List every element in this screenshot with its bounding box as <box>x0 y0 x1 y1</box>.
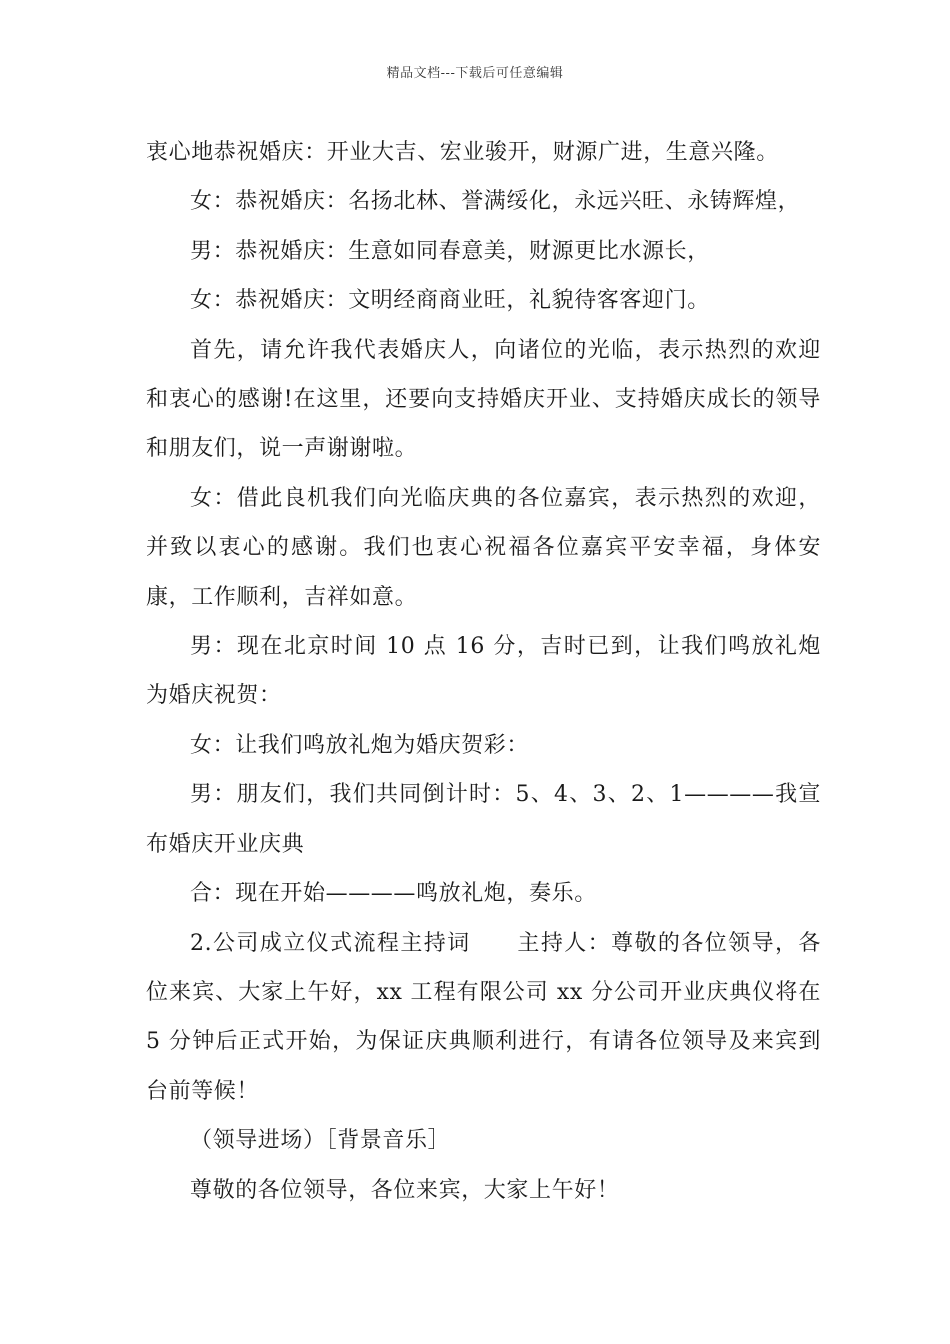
paragraph-4: 女：恭祝婚庆：文明经商商业旺，礼貌待客客迎门。 <box>190 288 710 314</box>
paragraph-8: 女：让我们鸣放礼炮为婚庆贺彩： <box>190 732 530 758</box>
paragraph-1: 衷心地恭祝婚庆：开业大吉、宏业骏开，财源广进，生意兴隆。 <box>146 140 779 165</box>
paragraph-11: 2.公司成立仪式流程主持词 主持人：尊敬的各位领导，各位来宾、大家上午好，xx 工程有限公司 xx 分公司开业庆典仪将在 5 分钟后正式开始，为保证庆典顺利进行，有请各位领导及来宾到台前等候！ <box>146 930 821 1104</box>
paragraph-6: 女：借此良机我们向光临庆典的各位嘉宾，表示热烈的欢迎，并致以衷心的感谢。我们也衷心祝福各位嘉宾平安幸福，身体安康，工作顺利，吉祥如意。 <box>146 485 821 610</box>
paragraph-3: 男：恭祝婚庆：生意如同春意美，财源更比水源长， <box>190 238 710 264</box>
paragraph-13: 尊敬的各位领导，各位来宾，大家上午好！ <box>190 1177 620 1203</box>
paragraph-10: 合：现在开始————鸣放礼炮，奏乐。 <box>190 881 597 907</box>
paragraph-2: 女：恭祝婚庆：名扬北林、誉满绥化，永远兴旺、永铸辉煌， <box>190 189 801 215</box>
paragraph-12: （领导进场）［背景音乐］ <box>190 1128 451 1154</box>
paragraph-7: 男：现在北京时间 10 点 16 分，吉时已到，让我们鸣放礼炮为婚庆祝贺： <box>146 634 821 709</box>
paragraph-9: 男：朋友们，我们共同倒计时：5、4、3、2、1————我宣布婚庆开业庆典 <box>146 782 821 857</box>
paragraph-5: 首先，请允许我代表婚庆人，向诸位的光临，表示热烈的欢迎和衷心的感谢!在这里，还要向支持婚庆开业、支持婚庆成长的领导和朋友们，说一声谢谢啦。 <box>146 337 821 462</box>
document-body <box>146 128 821 1215</box>
page-header: 精品文档---下载后可任意编辑 <box>386 66 564 81</box>
